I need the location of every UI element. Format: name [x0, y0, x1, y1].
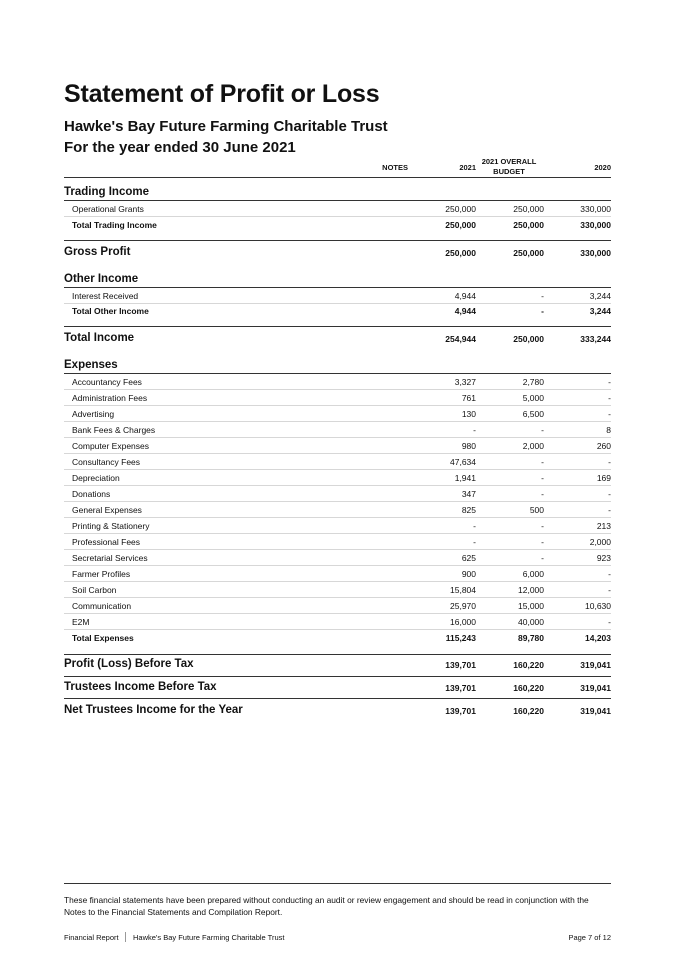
row-divider	[64, 421, 611, 422]
value-2020: -	[608, 617, 611, 627]
trustees-income-2020: 319,041	[580, 683, 611, 693]
row-divider	[64, 581, 611, 582]
profit-before-tax-2020: 319,041	[580, 660, 611, 670]
compilation-note: These financial statements have been prepared without conducting an audit or review engagement and should be read in conjunction with the Notes to the Financial Statements and Compilation Report.	[64, 895, 589, 917]
section-rule	[64, 287, 611, 288]
value-2021: 25,970	[450, 601, 476, 611]
column-2020: 2020	[594, 163, 611, 172]
total-rule	[64, 326, 611, 327]
trustees-income-label: Trustees Income Before Tax	[64, 681, 217, 693]
footer-page-number: Page 7 of 12	[568, 933, 611, 942]
row-divider	[64, 389, 611, 390]
expense-row-label: Donations	[72, 489, 111, 499]
value-2020: 10,630	[585, 601, 611, 611]
footer-rule	[64, 883, 611, 884]
value-2021: 625	[461, 553, 476, 563]
gross-profit-label: Gross Profit	[64, 246, 131, 258]
total-rule	[64, 698, 611, 699]
footer-separator	[125, 932, 126, 942]
value-2020: 3,244	[589, 291, 611, 301]
value-2020: 260	[596, 441, 611, 451]
value-2020: 330,000	[580, 204, 611, 214]
section-rule	[64, 373, 611, 374]
value-2020: -	[608, 377, 611, 387]
row-divider	[64, 216, 611, 217]
footer-report-title: Financial Report	[64, 933, 119, 942]
total-rule	[64, 676, 611, 677]
row-divider	[64, 453, 611, 454]
total-other-income-2020: 3,244	[589, 306, 611, 316]
value-2020: 923	[596, 553, 611, 563]
expense-row-label: Communication	[72, 601, 132, 611]
value-budget: 2,000	[522, 441, 544, 451]
value-budget: 6,500	[522, 409, 544, 419]
value-budget: 6,000	[522, 569, 544, 579]
column-2021: 2021	[459, 163, 476, 172]
expense-row-label: Advertising	[72, 409, 115, 419]
value-2021: 825	[461, 505, 476, 515]
total-income-2020: 333,244	[580, 334, 611, 344]
trustees-income-budget: 160,220	[513, 683, 544, 693]
organisation-name: Hawke's Bay Future Farming Charitable Trust	[64, 118, 388, 135]
total-income-label: Total Income	[64, 332, 135, 344]
value-2021: 3,327	[454, 377, 476, 387]
value-budget: -	[541, 425, 544, 435]
row-label: Operational Grants	[72, 204, 144, 214]
value-2021: 16,000	[450, 617, 476, 627]
value-2021: 980	[461, 441, 476, 451]
value-2021: 347	[461, 489, 476, 499]
value-2020: 2,000	[589, 537, 611, 547]
total-other-income-2021: 4,944	[454, 306, 476, 316]
value-2021: 1,941	[454, 473, 476, 483]
section-heading-expenses: Expenses	[64, 359, 118, 371]
value-2021: 130	[461, 409, 476, 419]
gross-profit-2021: 250,000	[445, 248, 476, 258]
expense-row-label: Professional Fees	[72, 537, 141, 547]
value-budget: -	[541, 553, 544, 563]
value-2021: 47,634	[450, 457, 476, 467]
expense-row-label: Soil Carbon	[72, 585, 117, 595]
value-2021: -	[473, 537, 476, 547]
value-budget: -	[541, 537, 544, 547]
expense-row-label: Printing & Stationery	[72, 521, 150, 531]
value-budget: -	[541, 473, 544, 483]
value-budget: 2,780	[522, 377, 544, 387]
trustees-income-2021: 139,701	[445, 683, 476, 693]
footer-organisation: Hawke's Bay Future Farming Charitable Trust	[133, 933, 285, 942]
total-trading-income-label: Total Trading Income	[72, 220, 157, 230]
row-divider	[64, 405, 611, 406]
value-budget: 500	[529, 505, 544, 515]
total-other-income-budget: -	[541, 306, 544, 316]
total-trading-income-2020: 330,000	[580, 220, 611, 230]
row-divider	[64, 613, 611, 614]
header-rule	[64, 177, 611, 178]
total-income-budget: 250,000	[513, 334, 544, 344]
expense-row-label: E2M	[72, 617, 90, 627]
profit-before-tax-label: Profit (Loss) Before Tax	[64, 658, 194, 670]
row-divider	[64, 533, 611, 534]
value-2020: 169	[596, 473, 611, 483]
expense-row-label: Accountancy Fees	[72, 377, 142, 387]
row-divider	[64, 597, 611, 598]
total-expenses-2020: 14,203	[585, 633, 611, 643]
value-2021: -	[473, 425, 476, 435]
expense-row-label: Farmer Profiles	[72, 569, 131, 579]
value-budget: 15,000	[518, 601, 544, 611]
value-budget: 5,000	[522, 393, 544, 403]
value-2021: -	[473, 521, 476, 531]
row-divider	[64, 565, 611, 566]
total-expenses-2021: 115,243	[445, 633, 476, 643]
row-divider	[64, 469, 611, 470]
value-budget: -	[541, 521, 544, 531]
profit-before-tax-2021: 139,701	[445, 660, 476, 670]
value-2020: -	[608, 489, 611, 499]
expense-row-label: General Expenses	[72, 505, 142, 515]
column-budget-line2: BUDGET	[493, 167, 525, 176]
value-budget: -	[541, 457, 544, 467]
total-trading-income-2021: 250,000	[445, 220, 476, 230]
row-divider	[64, 437, 611, 438]
value-2021: 15,804	[450, 585, 476, 595]
value-2021: 900	[461, 569, 476, 579]
section-heading-other-income: Other Income	[64, 273, 139, 285]
total-other-income-label: Total Other Income	[72, 306, 149, 316]
row-divider	[64, 517, 611, 518]
column-budget-line1: 2021 OVERALL	[481, 157, 537, 166]
net-trustees-income-budget: 160,220	[513, 706, 544, 716]
total-trading-income-budget: 250,000	[513, 220, 544, 230]
row-label: Interest Received	[72, 291, 139, 301]
expense-row-label: Depreciation	[72, 473, 120, 483]
column-notes: NOTES	[382, 163, 408, 172]
value-2020: -	[608, 393, 611, 403]
row-divider	[64, 549, 611, 550]
row-divider	[64, 629, 611, 630]
section-heading-trading-income: Trading Income	[64, 186, 149, 198]
value-2021: 4,944	[454, 291, 476, 301]
value-2020: -	[608, 505, 611, 515]
value-2020: -	[608, 585, 611, 595]
gross-profit-2020: 330,000	[580, 248, 611, 258]
row-divider	[64, 501, 611, 502]
value-budget: 250,000	[513, 204, 544, 214]
expense-row-label: Consultancy Fees	[72, 457, 141, 467]
total-income-2021: 254,944	[445, 334, 476, 344]
expense-row-label: Bank Fees & Charges	[72, 425, 156, 435]
value-2020: -	[608, 409, 611, 419]
value-budget: -	[541, 489, 544, 499]
row-divider	[64, 303, 611, 304]
gross-profit-budget: 250,000	[513, 248, 544, 258]
value-2021: 250,000	[445, 204, 476, 214]
value-2020: -	[608, 569, 611, 579]
value-budget: 40,000	[518, 617, 544, 627]
value-budget: 12,000	[518, 585, 544, 595]
value-2020: -	[608, 457, 611, 467]
page-title: Statement of Profit or Loss	[64, 80, 380, 108]
total-expenses-label: Total Expenses	[72, 633, 134, 643]
expense-row-label: Administration Fees	[72, 393, 148, 403]
section-rule	[64, 200, 611, 201]
value-2020: 213	[596, 521, 611, 531]
total-rule	[64, 240, 611, 241]
total-expenses-budget: 89,780	[518, 633, 544, 643]
column-budget	[474, 157, 544, 177]
value-2021: 761	[461, 393, 476, 403]
net-trustees-income-label: Net Trustees Income for the Year	[64, 704, 243, 716]
value-2020: 8	[606, 425, 611, 435]
row-divider	[64, 485, 611, 486]
value-budget: -	[541, 291, 544, 301]
expense-row-label: Secretarial Services	[72, 553, 148, 563]
net-trustees-income-2021: 139,701	[445, 706, 476, 716]
profit-before-tax-budget: 160,220	[513, 660, 544, 670]
total-rule	[64, 654, 611, 655]
net-trustees-income-2020: 319,041	[580, 706, 611, 716]
expense-row-label: Computer Expenses	[72, 441, 150, 451]
reporting-period: For the year ended 30 June 2021	[64, 139, 296, 156]
